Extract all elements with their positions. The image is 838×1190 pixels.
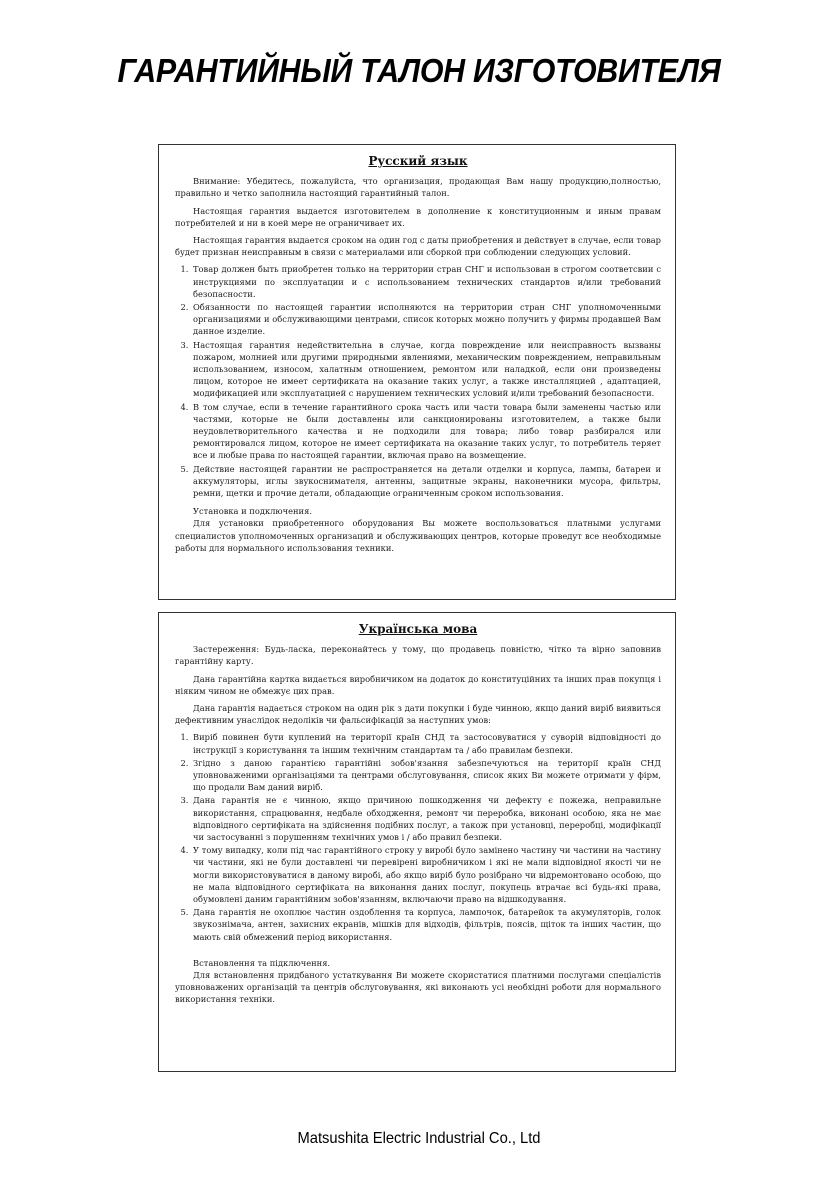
list-item: 1. Виріб повинен бути куплений на території країн СНД та застосовуватися у суворій відповідності до інструкції з користування та іншим технічним стандартам та / або правилам безпеки. <box>191 731 661 755</box>
page-title: ГАРАНТИЙНЫЙ ТАЛОН ИЗГОТОВИТЕЛЯ <box>117 52 721 89</box>
list-item: 4. У тому випадку, коли під час гарантійного строку у виробі було замінено частину чи частини на частину чи частини, які не були доставлені чи перевірені виробничиком і які не мали відповідної якості чи не могли використовуватися в даному виробі, або якщо виріб було розібрано чи відремонтовано особою, що не мала відповідного сертифіката на виконання даних послуг, покупець втрачає всі будь-які права, обумовлені даним гарантійним зобов'язанням, включаючи право на відшкодування. <box>191 844 661 905</box>
ukrainian-install-title: Встановлення та підключення. <box>193 957 331 968</box>
list-item: 3. Настоящая гарантия недействительна в случае, когда повреждение или неисправность вызваны пожаром, молнией или другими природными явлениями, механическим повреждением, неправильным использованием, износом, халатным отношением, ремонтом или наладкой, если они произведены лицом, которое не имеет сертификата на оказание таких услуг, а также инсталляцией , адаптацией, модификацией или эксплуатацией с нарушением технических условий и/или требований безопасности. <box>191 339 661 400</box>
ukrainian-heading: Українська мова <box>358 622 478 636</box>
russian-conditions-list <box>175 263 661 499</box>
company-footer: Matsushita Electric Industrial Co., Ltd <box>297 1130 541 1147</box>
list-item: 5. Дана гарантія не охоплює частин оздоблення та корпуса, лампочок, батарейок та акумуляторів, голок звукознімача, антен, захисних екранів, мішків для відходів, фільтрів, поясів, щіток та інших частин, що мають свій обмежений період використання. <box>191 906 661 943</box>
russian-section <box>158 144 676 600</box>
ukrainian-section <box>158 612 676 1072</box>
list-item: 1. Товар должен быть приобретен только на территории стран СНГ и использован в строгом соответсвии с инструкциями по эксплуатации и с использованием технических стандартов и/или требований безопасности. <box>191 263 661 300</box>
ukrainian-paragraph-1: Застереження: Будь-ласка, переконайтесь у тому, що продавець повністю, чітко та вірно заповнив гарантійну карту. <box>175 644 661 667</box>
russian-paragraph-3: Настоящая гарантия выдается сроком на один год с даты приобретения и действует в случае, если товар будет признан неисправным в связи с материалами или сборкой при соблюдении следующих условий. <box>175 235 661 258</box>
ukrainian-install-text: Для встановлення придбаного устаткування Ви можете скористатися платними послугами спеціалістів уповноважених організацій та центрів обслуговування, які виконають усі необхідні роботи для нормального використання техніки. <box>175 970 661 1005</box>
ukrainian-conditions-list <box>175 731 661 942</box>
russian-install-text: Для установки приобретенного оборудования Вы можете воспользоваться платными услугами специалистов уполномоченных организаций и обслуживающих центров, которые проведут все необходимые работы для нормального использования техники. <box>175 518 661 553</box>
ukrainian-paragraph-2: Дана гарантійна картка видається виробничиком на додаток до конституційних та інших прав покупця і ніяким чином не обмежує цих прав. <box>175 673 661 696</box>
ukrainian-paragraph-3: Дана гарантія надається строком на один рік з дати покупки і буде чинною, якщо даний виріб виявиться дефективним унаслідок недоліків чи фальсифікацій за наступних умов: <box>175 703 661 726</box>
list-item: 2. Обязанности по настоящей гарантии исполняются на территории стран СНГ уполномоченными организациями и обслуживающими центрами, список которых можно получить у фирмы продавшей Вам данное изделие. <box>191 301 661 338</box>
list-item: 4. В том случае, если в течение гарантийного срока часть или части товара были заменены частью или частями, которые не были доставлены или санкционированы изготовителем, а также были неудовлетворительного качества и не подходили для товара; либо товар разбирался или ремонтировался лицом, которое не имеет сертификата на оказание таких услуг, то потребитель теряет все и любые права по настоящей гарантии, включая право на возмещение. <box>191 401 661 462</box>
list-item: 3. Дана гарантія не є чинною, якщо причиною пошкодження чи дефекту є пожежа, неправильне використання, спрацювання, недбале обходження, ремонт чи переробка, виконані особою, яка не має відповідного сертифіката на здійснення подібних послуг, а також при установці, переробці, модифікації чи застосуванні з порушенням технічних умов і / або правил безпеки. <box>191 794 661 843</box>
russian-install-title: Установка и подключения. <box>193 506 312 517</box>
list-item: 5. Действие настоящей гарантии не распространяется на детали отделки и корпуса, лампы, батареи и аккумуляторы, иглы звукоснимателя, антенны, защитные экраны, наконечники мусора, фильтры, ремни, щетки и прочие детали, обладающие ограниченным сроком использования. <box>191 463 661 500</box>
russian-heading: Русский язык <box>368 154 468 168</box>
list-item: 2. Згідно з даною гарантією гарантійні зобов'язання забезпечуються на території країн СНД уповноваженими організаціями та центрами обслуговування, список яких Ви можете отримати у фірм, що продали Вам даний виріб. <box>191 757 661 794</box>
spacer <box>175 949 661 957</box>
russian-paragraph-1: Внимание: Убедитесь, пожалуйста, что организация, продающая Вам нашу продукцию,полностью, правильно и четко заполнила настоящий гарантийный талон. <box>175 176 661 199</box>
russian-paragraph-2: Настоящая гарантия выдается изготовителем в дополнение к конституционным и иным правам потребителей и ни в коей мере не ограничивает их. <box>175 205 661 228</box>
